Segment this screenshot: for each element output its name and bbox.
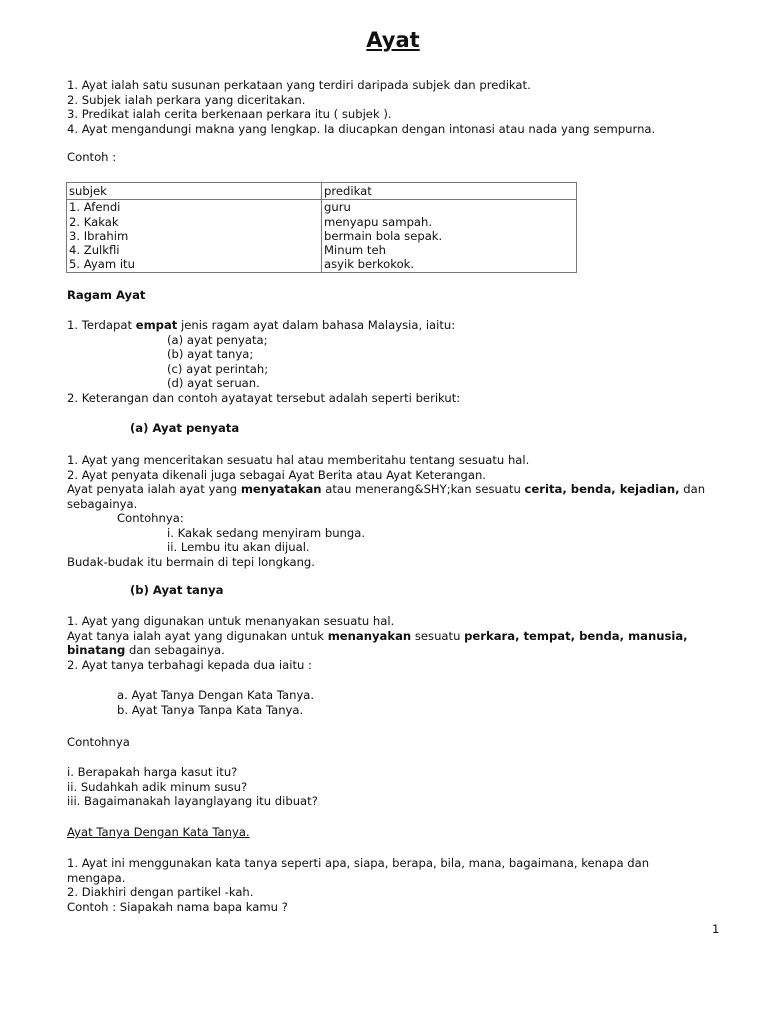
- text-bold: menyatakan: [240, 482, 322, 496]
- penyata-line: 1. Ayat yang menceritakan sesuatu hal atau memberitahu tentang sesuatu hal.: [67, 453, 530, 467]
- text: Ayat penyata ialah ayat yang: [67, 482, 241, 496]
- penyata-line: sebagainya.: [67, 496, 138, 511]
- penyata-section: [67, 453, 737, 569]
- page-number: 1: [712, 922, 720, 936]
- kata-tanya-section: [67, 856, 737, 914]
- table-header-subjek: subjek: [67, 183, 322, 200]
- text-bold: binatang: [67, 643, 126, 657]
- intro-item: 2. Subjek ialah perkara yang diceritakan.: [67, 92, 306, 107]
- penyata-heading: (a) Ayat penyata: [130, 421, 240, 435]
- intro-item: 4. Ayat mengandungi makna yang lengkap. Ia diucapkan dengan intonasi atau nada yang sempurna.: [67, 121, 656, 136]
- text: jenis ragam ayat dalam bahasa Malaysia, iaitu:: [177, 318, 456, 332]
- table-cell: 4. Zulkfli: [67, 243, 322, 257]
- intro-list: [67, 78, 737, 136]
- example-table: [66, 182, 577, 273]
- penyata-line: 2. Ayat penyata dikenali juga sebagai Ayat Berita atau Ayat Keterangan.: [67, 467, 486, 482]
- penyata-contohnya: Contohnya:: [117, 511, 184, 525]
- kata-tanya-line: mengapa.: [67, 870, 126, 885]
- ragam-item: (c) ayat perintah;: [167, 361, 269, 376]
- kata-tanya-line: Contoh : Siapakah nama bapa kamu ?: [67, 899, 288, 914]
- text: Ayat tanya ialah ayat yang digunakan untuk: [67, 628, 328, 643]
- kata-tanya-line: 1. Ayat ini menggunakan kata tanya seperti apa, siapa, berapa, bila, mana, bagaimana, kenapa dan: [67, 856, 650, 870]
- table-row: [67, 257, 577, 272]
- tanya-subitem: b. Ayat Tanya Tanpa Kata Tanya.: [117, 702, 304, 717]
- tanya-line: [67, 629, 737, 644]
- table-cell: asyik berkokok.: [322, 257, 577, 272]
- table-cell: menyapu sampah.: [322, 215, 577, 229]
- tanya-line: 1. Ayat yang digunakan untuk menanyakan sesuatu hal.: [67, 614, 395, 628]
- page-title: Ayat: [366, 28, 420, 52]
- tanya-subitem: a. Ayat Tanya Dengan Kata Tanya.: [117, 688, 315, 702]
- text: dan: [679, 482, 706, 496]
- tanya-sublist: [67, 688, 737, 717]
- contoh-label: Contoh :: [67, 150, 117, 164]
- text-bold: menanyakan: [327, 628, 412, 643]
- text: 1. Terdapat: [67, 318, 136, 332]
- text-bold: empat: [135, 318, 178, 332]
- table-cell: 3. Ibrahim: [67, 229, 322, 243]
- text-bold: perkara, tempat, benda, manusia,: [464, 628, 688, 643]
- tanya-line: 2. Ayat tanya terbahagi kepada dua iaitu :: [67, 657, 312, 672]
- table-row: [67, 229, 577, 243]
- tanya-example: i. Berapakah harga kasut itu?: [67, 765, 238, 779]
- table-cell: bermain bola sepak.: [322, 229, 577, 243]
- tanya-contohnya: Contohnya: [67, 735, 130, 749]
- table-cell: guru: [322, 200, 577, 215]
- table-cell: 5. Ayam itu: [67, 257, 322, 272]
- ragam-item: (a) ayat penyata;: [167, 332, 268, 347]
- intro-item: 3. Predikat ialah cerita berkenaan perkara itu ( subjek ).: [67, 107, 392, 121]
- tanya-example: iii. Bagaimanakah layanglayang itu dibuat?: [67, 794, 318, 808]
- penyata-line: [67, 482, 737, 497]
- table-row: [67, 200, 577, 215]
- table-header-predikat: predikat: [322, 183, 577, 200]
- text: dan sebagainya.: [125, 643, 225, 657]
- penyata-line: Budak-budak itu bermain di tepi longkang.: [67, 554, 315, 569]
- ragam-section: [67, 318, 737, 405]
- table-cell: 1. Afendi: [67, 200, 322, 215]
- table-cell: Minum teh: [322, 243, 577, 257]
- table-cell: 2. Kakak: [67, 215, 322, 229]
- kata-tanya-line: 2. Diakhiri dengan partikel -kah.: [67, 885, 254, 899]
- ragam-line-1: [67, 318, 737, 333]
- penyata-example: i. Kakak sedang menyiram bunga.: [167, 525, 366, 540]
- tanya-examples: [67, 765, 737, 809]
- table-row: [67, 215, 577, 229]
- tanya-line: [67, 643, 737, 658]
- table-row: [67, 243, 577, 257]
- ragam-heading: Ragam Ayat: [67, 288, 146, 302]
- ragam-item: (d) ayat seruan.: [167, 376, 260, 390]
- text-bold: cerita, benda, kejadian,: [524, 482, 680, 496]
- tanya-example: ii. Sudahkah adik minum susu?: [67, 779, 248, 794]
- intro-item: 1. Ayat ialah satu susunan perkataan yang terdiri daripada subjek dan predikat.: [67, 78, 531, 92]
- table-header-row: [67, 183, 577, 200]
- ragam-line-2: 2. Keterangan dan contoh ayatayat tersebut adalah seperti berikut:: [67, 390, 461, 405]
- kata-tanya-heading: Ayat Tanya Dengan Kata Tanya.: [67, 825, 250, 839]
- tanya-section: [67, 614, 737, 672]
- text: atau menerang&SHY;kan sesuatu: [321, 482, 525, 496]
- text: sesuatu: [411, 628, 465, 643]
- penyata-example: ii. Lembu itu akan dijual.: [167, 540, 310, 554]
- tanya-heading: (b) Ayat tanya: [130, 583, 224, 597]
- ragam-item: (b) ayat tanya;: [167, 347, 254, 361]
